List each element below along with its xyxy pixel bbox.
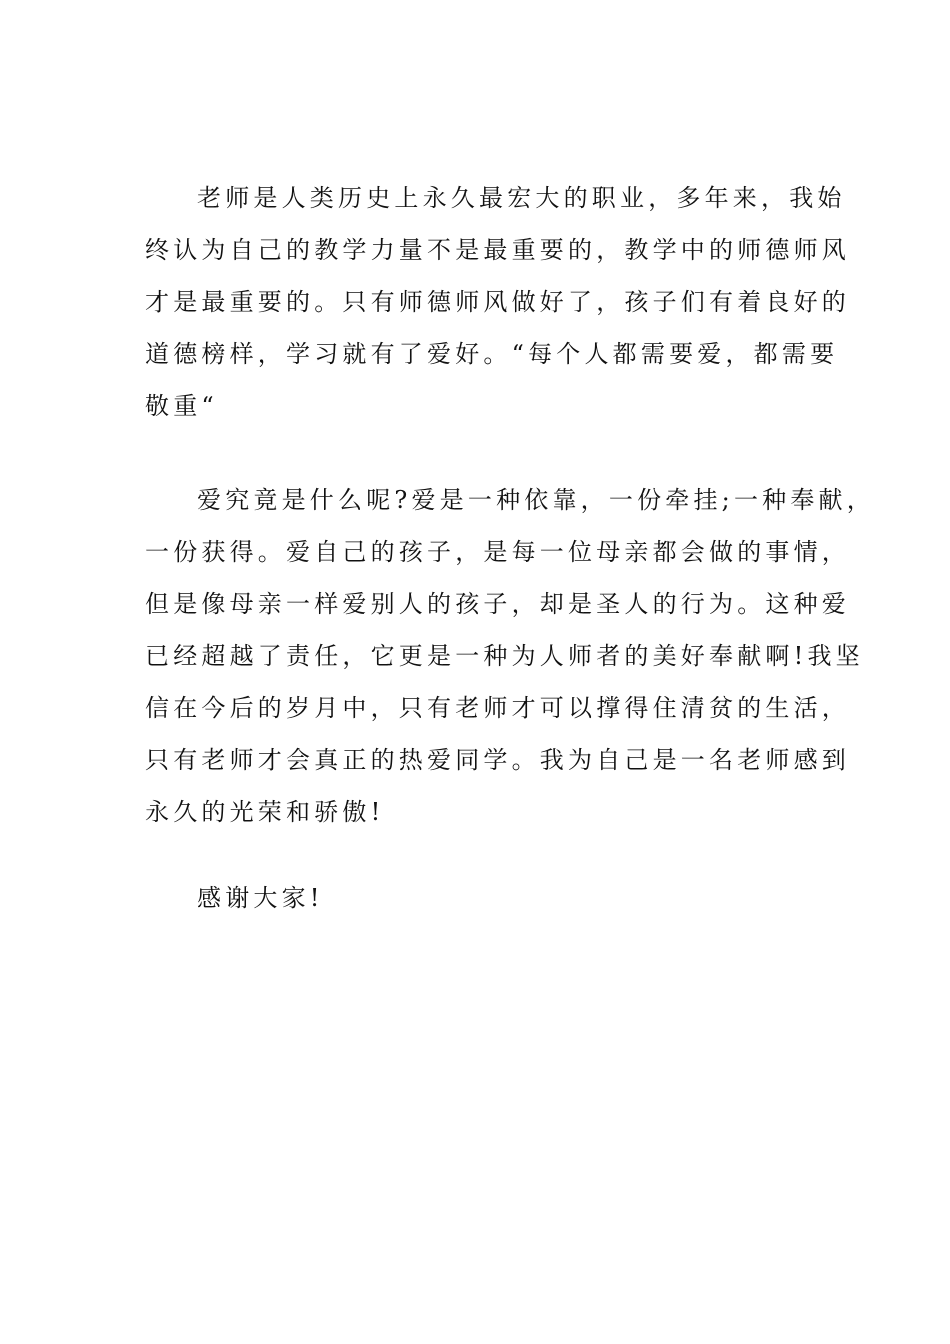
text-line: 敬重“ <box>145 392 218 420</box>
text-line: 永久的光荣和骄傲! <box>145 798 385 826</box>
text-line: 信在今后的岁月中，只有老师才可以撑得住清贫的生活， <box>145 694 850 722</box>
text-line: 才是最重要的。只有师德师风做好了，孩子们有着良好的 <box>145 288 850 316</box>
closing-line: 感谢大家! <box>197 884 324 912</box>
text-line: 一份获得。爱自己的孩子，是每一位母亲都会做的事情， <box>145 538 850 566</box>
text-line: 老师是人类历史上永久最宏大的职业，多年来，我始 <box>197 184 846 212</box>
text-line: 但是像母亲一样爱别人的孩子，却是圣人的行为。这种爱 <box>145 590 850 618</box>
text-line: 终认为自己的教学力量不是最重要的，教学中的师德师风 <box>145 236 850 264</box>
text-line: 只有老师才会真正的热爱同学。我为自己是一名老师感到 <box>145 746 850 774</box>
text-line: 爱究竟是什么呢?爱是一种依靠，一份牵挂;一种奉献， <box>197 486 875 514</box>
text-line: 道德榜样，学习就有了爱好。“每个人都需要爱，都需要 <box>145 340 839 368</box>
text-line: 已经超越了责任，它更是一种为人师者的美好奉献啊!我坚 <box>145 642 864 670</box>
